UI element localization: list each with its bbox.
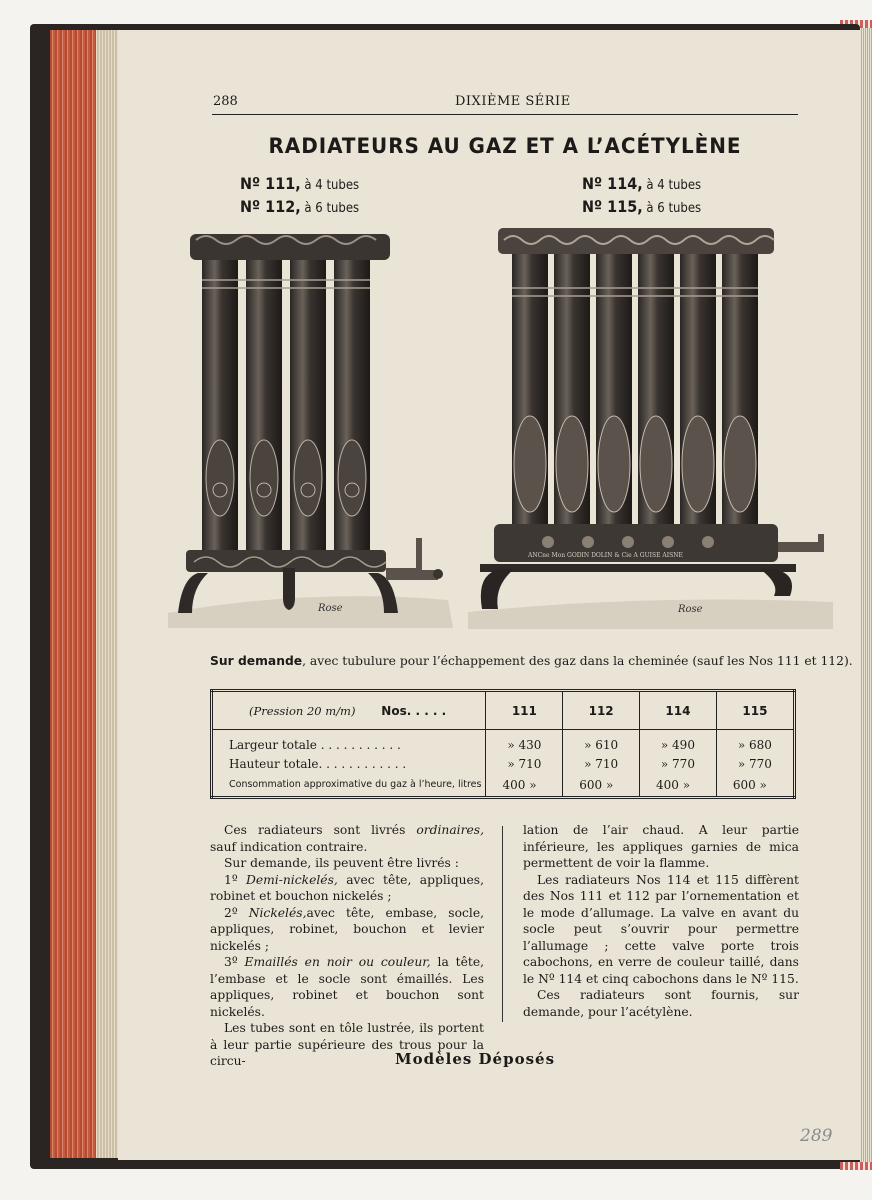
pression-label: (Pression 20 m/m) bbox=[249, 703, 356, 718]
paragraph: Ces radiateurs sont fournis, sur demande, pour l’acétylène. bbox=[523, 988, 799, 1019]
artist-signature: Rose bbox=[318, 603, 343, 614]
table-cell: » 770 bbox=[640, 754, 717, 774]
nos-label: Nos. . . . . bbox=[381, 703, 447, 718]
table-header-label bbox=[212, 691, 486, 730]
specifications-table bbox=[210, 689, 796, 799]
paragraph: Les tubes sont en tôle lustrée, ils portent à leur partie supérieure des trous pour la circu- bbox=[210, 1021, 484, 1068]
model-number: Nº 114, bbox=[582, 174, 643, 193]
paragraph bbox=[210, 905, 484, 955]
text-run: Ces radiateurs sont livrés bbox=[224, 823, 417, 837]
row-label: Largeur totale . . . . . . . . . . . bbox=[212, 730, 486, 754]
text-run: 2º bbox=[224, 905, 249, 920]
table-row bbox=[212, 773, 795, 797]
paragraph bbox=[210, 872, 484, 905]
text-run: avec tête, embase, socle, appliques, robinet, bouchon et levier nickelés ; bbox=[210, 905, 485, 953]
table-cell: » 490 bbox=[640, 730, 717, 754]
model-tubes: à 6 tubes bbox=[304, 201, 360, 216]
column-header: 115 bbox=[742, 703, 768, 718]
page-title: RADIATEURS AU GAZ ET A L’ACÉTYLÈNE bbox=[268, 134, 742, 158]
text-run-italic: ordinaires, bbox=[416, 823, 484, 837]
bookmark-ribbon-bottom bbox=[840, 1162, 872, 1170]
text-run-italic: Nickelés, bbox=[248, 905, 307, 920]
table-cell: 600 » bbox=[563, 773, 640, 797]
table-cell: » 710 bbox=[563, 754, 640, 774]
model-number: Nº 111, bbox=[240, 174, 301, 193]
model-label-111 bbox=[240, 174, 359, 193]
paragraph bbox=[210, 822, 484, 855]
text-column-left bbox=[210, 822, 484, 1070]
text-run: avec tête, appliques, robinet et bouchon nickelés ; bbox=[210, 872, 484, 903]
model-label-115 bbox=[582, 197, 701, 216]
text-run-italic: Emaillés en noir ou couleur, bbox=[244, 955, 431, 969]
table-cell: » 680 bbox=[737, 738, 772, 753]
model-tubes: à 4 tubes bbox=[646, 178, 702, 193]
column-header: 111 bbox=[486, 691, 563, 730]
model-number: Nº 115, bbox=[582, 197, 643, 216]
model-label-114 bbox=[582, 174, 701, 193]
table-row bbox=[212, 730, 795, 754]
footer-modeles-deposes: Modèles Déposés bbox=[395, 1050, 556, 1068]
table-cell: » 430 bbox=[486, 730, 563, 754]
column-header: 114 bbox=[640, 691, 717, 730]
table-cell: » 710 bbox=[486, 754, 563, 774]
page-number: 288 bbox=[213, 94, 238, 109]
paragraph: lation de l’air chaud. A leur partie inférieure, les appliques garnies de mica permettent de voir la flamme. bbox=[523, 823, 799, 870]
model-tubes: à 6 tubes bbox=[646, 201, 702, 216]
table-cell: » 610 bbox=[563, 730, 640, 754]
table-cell: » 770 bbox=[737, 756, 772, 771]
page-edges-right bbox=[860, 28, 872, 1168]
series-heading: DIXIÈME SÉRIE bbox=[455, 94, 571, 109]
table-cell: 400 » bbox=[640, 773, 717, 797]
model-tubes: à 4 tubes bbox=[304, 178, 360, 193]
table-row bbox=[212, 754, 795, 774]
text-run: sauf indication contraire. bbox=[210, 839, 368, 854]
row-label: Hauteur totale. . . . . . . . . . . . bbox=[212, 754, 486, 774]
demande-rest: , avec tubulure pour l’échappement des gaz dans la cheminée (sauf les Nos 111 et 112). bbox=[302, 654, 853, 668]
paragraph: Les radiateurs Nos 114 et 115 diffèrent des Nos 111 et 112 par l’ornementation et le mode d’allumage. La valve en avant du socle peut s’ouvrir pour permettre l’allumage ; cette valve porte trois cabochons, en verre de couleur taillé, dans le Nº 114 et cinq cabochons dans le Nº 115. bbox=[523, 872, 799, 986]
model-label-112 bbox=[240, 197, 359, 216]
paragraph: Sur demande, ils peuvent être livrés : bbox=[224, 856, 459, 870]
table-cell: 400 » bbox=[486, 773, 563, 797]
artist-signature: Rose bbox=[678, 604, 703, 615]
model-number: Nº 112, bbox=[240, 197, 301, 216]
header-rule bbox=[212, 114, 798, 115]
column-header: 112 bbox=[563, 691, 640, 730]
demande-bold: Sur demande bbox=[210, 654, 303, 668]
column-divider bbox=[502, 826, 503, 1022]
pencil-page-note: 289 bbox=[800, 1126, 833, 1146]
text-run: 3º bbox=[224, 955, 245, 969]
row-label: Consommation approximative du gaz à l’heure, litres bbox=[212, 773, 486, 797]
text-run-italic: Demi-nickelés, bbox=[246, 872, 338, 887]
maker-plate: ANCne Mon GODIN DOLIN & Cie A GUISE AISNE bbox=[528, 552, 683, 559]
radiator-6-tubes-illustration bbox=[468, 224, 838, 634]
table-cell: 600 » bbox=[732, 777, 767, 792]
radiator-4-tubes-illustration bbox=[168, 228, 453, 633]
demande-note bbox=[210, 654, 853, 668]
text-run: 1º bbox=[224, 872, 246, 887]
table-header-row bbox=[212, 691, 795, 730]
text-column-right bbox=[523, 822, 799, 1020]
paragraph bbox=[210, 954, 484, 1020]
text-run: la tête, l’embase et le socle sont émaillés. Les appliques, robinet et bouchon sont nickelés. bbox=[210, 955, 485, 1019]
